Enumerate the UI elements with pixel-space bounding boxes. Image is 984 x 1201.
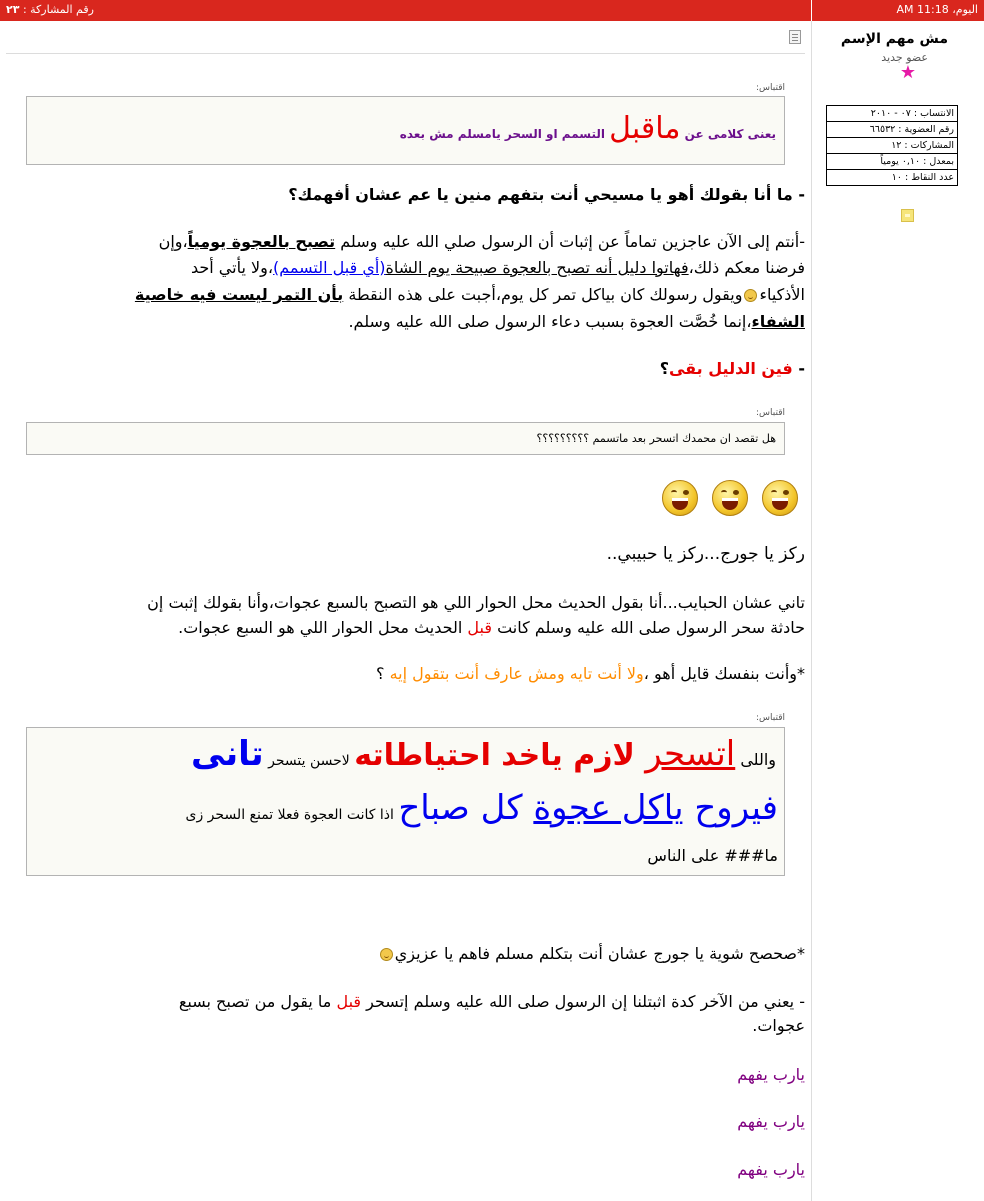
- quote-line: ما### على الناس: [647, 846, 778, 865]
- date-cell: [811, 0, 984, 21]
- paragraph: - فين الدليل بقى؟: [659, 359, 805, 378]
- quote-label: اقتباس:: [756, 713, 785, 723]
- user-stats-table: [826, 105, 958, 186]
- paragraph-line: -أنتم إلى الآن عاجزين تماماً عن إثبات أن الرسول صلي الله عليه وسلم تصبح بالعجوة يومياً،وإن: [158, 232, 805, 251]
- laughing-smiley-icon: [712, 480, 748, 516]
- paragraph-line: الشفاء،إنما خُصَّت العجوة بسبب دعاء الرسول صلى الله عليه وسلم.: [348, 312, 805, 331]
- paragraph-line: حادثة سحر الرسول صلى الله عليه وسلم كانت قبل الحديث محل الحوار اللي هو السبع عجوات.: [178, 618, 805, 637]
- post-number-value[interactable]: ٢٣: [6, 3, 20, 16]
- smile-icon: [744, 289, 757, 302]
- paragraph-line: فرضنا معكم ذلك،فهاتوا دليل أنه تصبح بالعجوة صبيحة يوم الشاة(أي قبل التسمم)،ولا يأتي أحد: [190, 258, 805, 277]
- quote-box: [26, 727, 785, 876]
- stat-member-id: رقم العضوية : ٦٦٥٣٢: [827, 122, 958, 138]
- paragraph: ركز يا جورج...ركز يا حبيبي..: [606, 544, 805, 564]
- quote-label: اقتباس:: [756, 408, 785, 418]
- paragraph: *وأنت بنفسك قايل أهو ،ولا أنت تايه ومش عارف أنت بتقول إيه ؟: [376, 664, 805, 683]
- rank-star-icon: ★: [899, 62, 916, 83]
- paragraph: يارب يفهم: [737, 1065, 805, 1084]
- quote-text: هل تقصد ان محمدك اتسحر بعد ماتسمم ؟؟؟؟؟؟؟؟؟: [536, 432, 776, 445]
- laughing-smiley-icon: [662, 480, 698, 516]
- quote-box: [26, 422, 785, 455]
- laughing-smiley-icon: [762, 480, 798, 516]
- top-bar: [0, 0, 984, 21]
- user-title: عضو جديد: [881, 51, 928, 64]
- stat-posts: المشاركات : ١٢: [827, 138, 958, 154]
- paragraph-line: الأذكياءويقول رسولك كان بياكل تمر كل يوم،أجبت على هذه النقطة بأن التمر ليست فيه خاصية: [134, 285, 805, 304]
- paragraph-line: - يعني من الآخر كدة اثبتلنا إن الرسول صلى الله عليه وسلم إتسحر قبل ما يقول من تصبح بسبع: [178, 992, 805, 1011]
- user-pane: [811, 21, 984, 1201]
- paragraph: *صحصح شوية يا جورج عشان أنت بتكلم مسلم فاهم يا عزيزي: [378, 944, 805, 963]
- paragraph: يارب يفهم: [737, 1112, 805, 1131]
- date-label: اليوم، 11:18 AM: [896, 3, 978, 16]
- quote-line: فيروح ياكل عجوة كل صباح اذا كانت العجوة فعلا تمنع السحر زى: [185, 788, 778, 828]
- quote-line: واللى اتسحر لازم ياخد احتياطاته لاحسن يتسحر تانى: [191, 734, 776, 774]
- stat-join-date: الانتساب : ٠٧ - ٢٠١٠: [827, 106, 958, 122]
- paragraph-line: تاني عشان الحبايب...أنا بقول الحديث محل الحوار اللي هو التصبح بالسبع عجوات،وأنا بقولك إثبت إن: [147, 593, 805, 612]
- post-body: [0, 21, 811, 1201]
- post-number-label: رقم المشاركة :: [22, 3, 94, 16]
- paragraph: يارب يفهم: [737, 1160, 805, 1179]
- post-icon: [789, 30, 801, 44]
- online-status-icon: [901, 209, 914, 222]
- quote-big-word: ماقبل: [609, 111, 681, 146]
- stat-points: عدد النقاط : ١٠: [827, 170, 958, 186]
- paragraph-line: عجوات.: [752, 1016, 805, 1035]
- stat-rate: بمعدل : ٠,١٠ يومياً: [827, 154, 958, 170]
- post-divider: [6, 53, 805, 54]
- smile-icon: [380, 948, 393, 961]
- quote-box: [26, 96, 785, 165]
- paragraph: - ما أنا بقولك أهو يا مسيحي أنت بتفهم منين يا عم عشان أفهمك؟: [288, 185, 805, 204]
- quote-label: اقتباس:: [756, 83, 785, 93]
- username[interactable]: مش مهم الإسم: [840, 31, 948, 47]
- post-number[interactable]: [6, 3, 94, 16]
- quote-text: يعنى كلامى عن ماقبل التسمم او السحر يامسلم مش بعده: [399, 111, 776, 146]
